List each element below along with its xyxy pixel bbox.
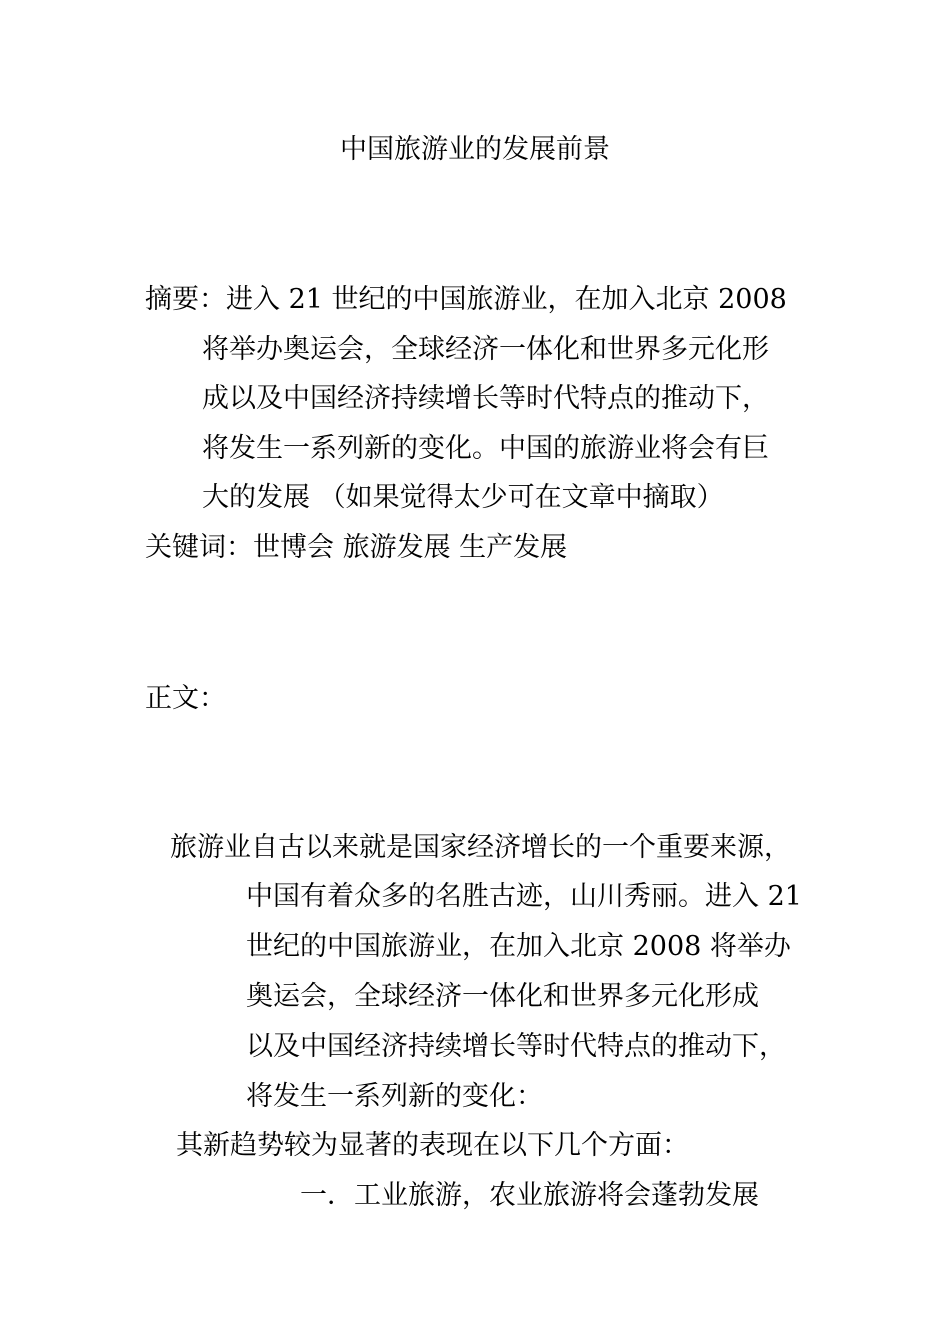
body-label: 正文： <box>145 683 226 714</box>
abstract-line: 摘要：进入 21 世纪的中国旅游业，在加入北京 2008 <box>145 284 787 315</box>
list-item: 一．工业旅游，农业旅游将会蓬勃发展 <box>300 1180 759 1211</box>
paragraph-line: 旅游业自古以来就是国家经济增长的一个重要来源， <box>170 832 791 863</box>
paragraph-line: 世纪的中国旅游业，在加入北京 2008 将举办 <box>246 931 791 962</box>
trend-intro: 其新趋势较为显著的表现在以下几个方面： <box>176 1130 689 1161</box>
paragraph-line: 将发生一系列新的变化： <box>246 1081 543 1112</box>
abstract-line: 将举办奥运会，全球经济一体化和世界多元化形 <box>202 334 769 365</box>
paragraph-line: 以及中国经济持续增长等时代特点的推动下， <box>246 1031 786 1062</box>
keywords-line: 关键词：世博会 旅游发展 生产发展 <box>145 532 568 563</box>
paragraph-line: 中国有着众多的名胜古迹，山川秀丽。进入 21 <box>246 881 802 912</box>
abstract-line: 成以及中国经济持续增长等时代特点的推动下， <box>202 383 769 414</box>
abstract-line: 大的发展 （如果觉得太少可在文章中摘取） <box>202 482 724 513</box>
document-title: 中国旅游业的发展前景 <box>340 134 610 165</box>
abstract-line: 将发生一系列新的变化。中国的旅游业将会有巨 <box>202 433 769 464</box>
paragraph-line: 奥运会，全球经济一体化和世界多元化形成 <box>246 981 759 1012</box>
